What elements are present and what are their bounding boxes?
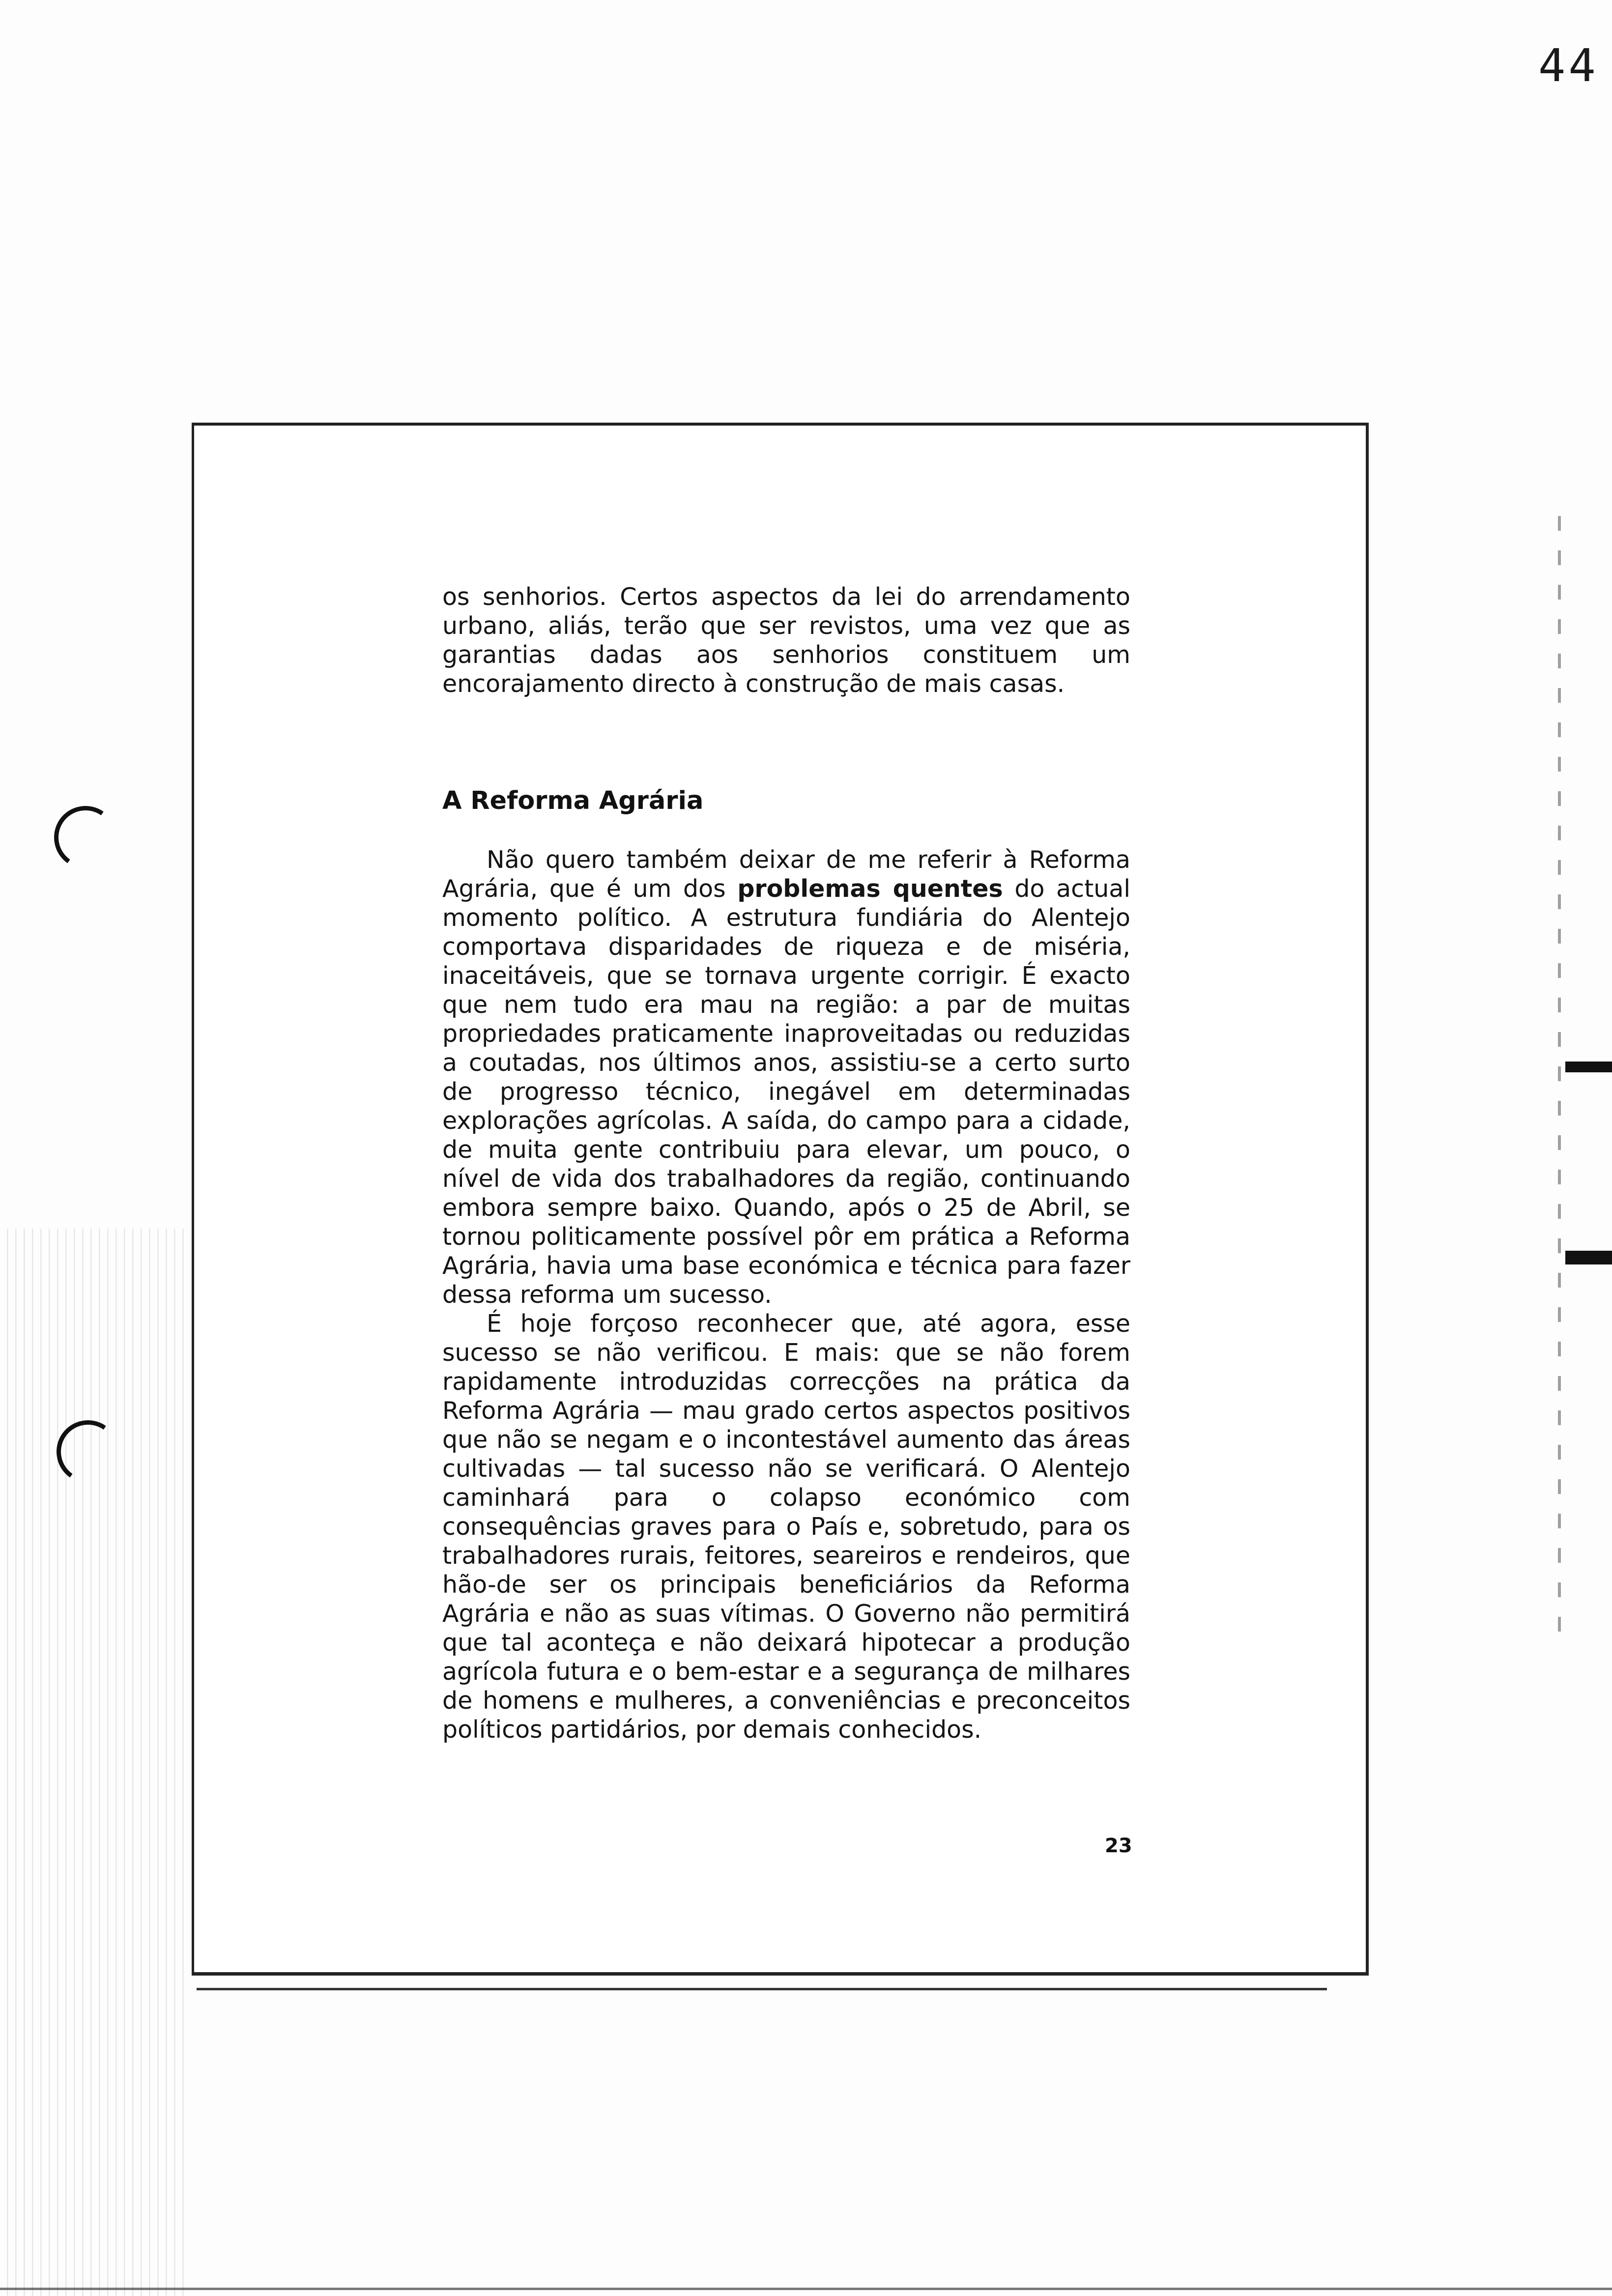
body-text-block — [442, 845, 1130, 1744]
printed-page-number: 23 — [1105, 1835, 1132, 1857]
paragraph-1-bold-text: problemas quentes — [737, 875, 1003, 903]
paragraph-1-text-start: Não quero também deixar de me referir à Reforma Agrária, que é um dos — [442, 846, 1130, 903]
handwritten-page-number: 44 — [1538, 39, 1599, 92]
body-paragraph-1 — [442, 845, 1130, 1309]
intro-paragraph-block — [442, 582, 1130, 698]
body-paragraph-2: É hoje forçoso reconhecer que, até agora, esse sucesso se não verificou. E mais: que se não forem rapidamente introduzidas correcções na prática da Reforma Agrária — mau grado certos aspectos positivos que não se negam e o incontestável aumento das áreas cultivadas — tal sucesso não se verificará. O Alentejo caminhará para o colapso económico com consequências graves para o País e, sobretudo, para os trabalhadores rurais, feitores, seareiros e rendeiros, que hão-de ser os principais beneficiários da Reforma Agrária e não as suas vítimas. O Governo não permitirá que tal aconteça e não deixará hipotecar a produção agrícola futura e o bem-estar e a segurança de milhares de homens e mulheres, a conveniências e preconceitos políticos partidários, por demais conhecidos. — [442, 1310, 1130, 1744]
clip-mark — [1565, 1062, 1612, 1072]
page-sheet-shadow — [197, 1968, 1327, 1990]
section-heading: A Reforma Agrária — [442, 786, 704, 815]
right-edge-marks — [1558, 516, 1561, 1646]
scan-edge-noise — [0, 1229, 187, 2296]
intro-paragraph: os senhorios. Certos aspectos da lei do arrendamento urbano, aliás, terão que ser revistos, uma vez que as garantias dadas aos senhorios constituem um encorajamento directo à construção de mais casas. — [442, 583, 1130, 698]
paragraph-1-text-end: do actual momento político. A estrutura fundiária do Alentejo comportava disparidades de riqueza e de miséria, inaceitáveis, que se tornava urgente corrigir. É exacto que nem tudo era mau na região: a par de muitas propriedades praticamente inaproveitadas ou reduzidas a coutadas, nos últimos anos, assistiu-se a certo surto de progresso técnico, inegável em determinadas explorações agrícolas. A saída, do campo para a cidade, de muita gente contribuiu para elevar, um pouco, o nível de vida dos trabalhadores da região, continuando embora sempre baixo. Quando, após o 25 de Abril, se tornou politicamente possível pôr em prática a Reforma Agrária, havia uma base económica e técnica para fazer dessa reforma um sucesso. — [442, 875, 1130, 1309]
scan-bottom-edge — [0, 2288, 1612, 2290]
clip-mark — [1565, 1251, 1612, 1264]
